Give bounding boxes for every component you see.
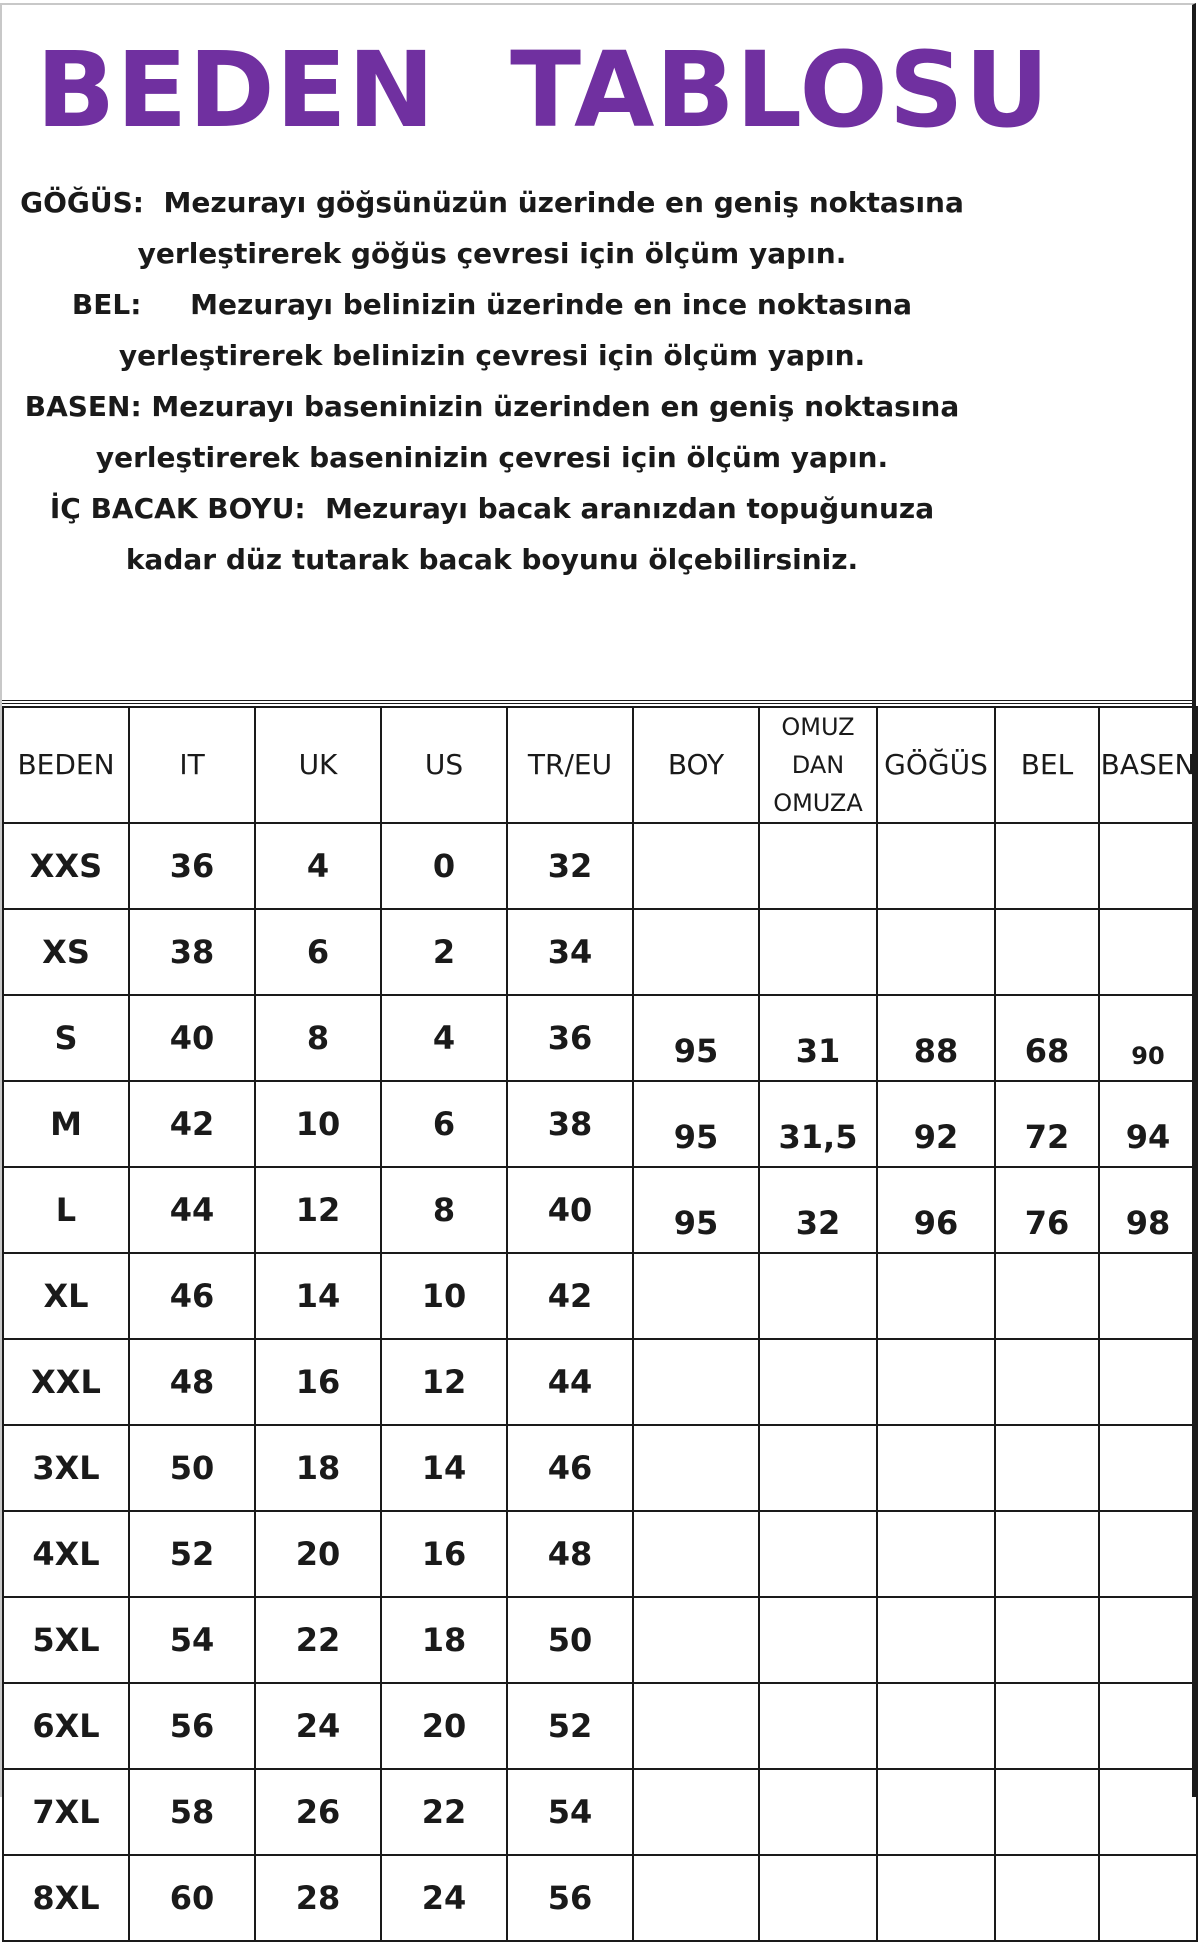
cell-tr-eu: 56 (507, 1855, 633, 1941)
cell-us: 18 (381, 1597, 507, 1683)
cell-omuz-dan-omuza (759, 1511, 877, 1597)
cell-omuz-dan-omuza: 31 (759, 995, 877, 1081)
cell-gogus (877, 823, 995, 909)
header-beden: BEDEN (3, 707, 129, 823)
cell-basen (1099, 1253, 1197, 1339)
cell-us: 14 (381, 1425, 507, 1511)
cell-basen (1099, 1339, 1197, 1425)
instruction-line: yerleştirerek göğüs çevresi için ölçüm yapın. (137, 237, 847, 270)
cell-beden: 5XL (3, 1597, 129, 1683)
cell-bel: 68 (995, 995, 1099, 1081)
header-gogus: GÖĞÜS (877, 707, 995, 823)
cell-us: 16 (381, 1511, 507, 1597)
cell-boy (633, 1769, 759, 1855)
cell-omuz-dan-omuza (759, 1425, 877, 1511)
header-tr-eu: TR/EU (507, 707, 633, 823)
cell-boy: 95 (633, 1081, 759, 1167)
table-row (3, 1253, 1197, 1339)
table-row (3, 1683, 1197, 1769)
cell-boy (633, 1339, 759, 1425)
cell-boy (633, 823, 759, 909)
cell-boy (633, 1597, 759, 1683)
cell-tr-eu: 52 (507, 1683, 633, 1769)
cell-it: 44 (129, 1167, 255, 1253)
cell-it: 46 (129, 1253, 255, 1339)
cell-tr-eu: 42 (507, 1253, 633, 1339)
cell-uk: 16 (255, 1339, 381, 1425)
cell-it: 54 (129, 1597, 255, 1683)
instruction-line: İÇ BACAK BOYU: Mezurayı bacak aranızdan topuğunuza (49, 492, 935, 525)
cell-us: 24 (381, 1855, 507, 1941)
cell-uk: 28 (255, 1855, 381, 1941)
cell-gogus: 92 (877, 1081, 995, 1167)
cell-boy (633, 1511, 759, 1597)
table-row (3, 1511, 1197, 1597)
cell-us: 4 (381, 995, 507, 1081)
table-row (3, 823, 1197, 909)
cell-bel (995, 909, 1099, 995)
cell-basen (1099, 1683, 1197, 1769)
cell-basen (1099, 1597, 1197, 1683)
table-row (3, 1855, 1197, 1941)
cell-gogus (877, 1597, 995, 1683)
cell-basen (1099, 1511, 1197, 1597)
cell-omuz-dan-omuza: 32 (759, 1167, 877, 1253)
cell-uk: 22 (255, 1597, 381, 1683)
cell-omuz-dan-omuza (759, 1597, 877, 1683)
cell-uk: 14 (255, 1253, 381, 1339)
cell-boy (633, 1253, 759, 1339)
cell-omuz-dan-omuza (759, 1855, 877, 1941)
header-us: US (381, 707, 507, 823)
cell-uk: 24 (255, 1683, 381, 1769)
cell-beden: 8XL (3, 1855, 129, 1941)
size-table-container (2, 700, 1196, 1942)
cell-uk: 8 (255, 995, 381, 1081)
cell-bel (995, 1425, 1099, 1511)
cell-tr-eu: 48 (507, 1511, 633, 1597)
header-basen: BASEN (1099, 707, 1197, 823)
page-title: BEDEN TABLOSU (36, 29, 1051, 151)
size-chart-sheet (0, 3, 1196, 1917)
cell-tr-eu: 50 (507, 1597, 633, 1683)
cell-uk: 12 (255, 1167, 381, 1253)
cell-tr-eu: 54 (507, 1769, 633, 1855)
cell-uk: 6 (255, 909, 381, 995)
cell-us: 6 (381, 1081, 507, 1167)
instruction-line: BEL: Mezurayı belinizin üzerinde en ince noktasına (71, 288, 913, 321)
cell-bel (995, 823, 1099, 909)
cell-gogus (877, 1425, 995, 1511)
cell-omuz-dan-omuza (759, 1683, 877, 1769)
size-table (2, 706, 1198, 1942)
measurement-instructions (2, 177, 982, 585)
cell-omuz-dan-omuza (759, 909, 877, 995)
cell-gogus (877, 1683, 995, 1769)
cell-it: 58 (129, 1769, 255, 1855)
cell-beden: 4XL (3, 1511, 129, 1597)
cell-tr-eu: 32 (507, 823, 633, 909)
cell-beden: XXS (3, 823, 129, 909)
table-row (3, 1769, 1197, 1855)
table-row (3, 1167, 1197, 1253)
cell-tr-eu: 46 (507, 1425, 633, 1511)
cell-basen (1099, 1769, 1197, 1855)
instruction-line: yerleştirerek baseninizin çevresi için ölçüm yapın. (95, 441, 889, 474)
cell-boy: 95 (633, 995, 759, 1081)
table-body (3, 823, 1197, 1941)
cell-tr-eu: 44 (507, 1339, 633, 1425)
cell-bel (995, 1253, 1099, 1339)
instruction-line: kadar düz tutarak bacak boyunu ölçebilirsiniz. (125, 543, 859, 576)
cell-beden: XL (3, 1253, 129, 1339)
cell-bel (995, 1683, 1099, 1769)
cell-omuz-dan-omuza (759, 1769, 877, 1855)
instruction-line: BASEN: Mezurayı baseninizin üzerinden en geniş noktasına (24, 390, 960, 423)
cell-it: 50 (129, 1425, 255, 1511)
cell-us: 22 (381, 1769, 507, 1855)
table-row (3, 1081, 1197, 1167)
cell-boy: 95 (633, 1167, 759, 1253)
header-uk: UK (255, 707, 381, 823)
cell-it: 36 (129, 823, 255, 909)
cell-beden: 7XL (3, 1769, 129, 1855)
cell-it: 40 (129, 995, 255, 1081)
cell-uk: 20 (255, 1511, 381, 1597)
cell-tr-eu: 38 (507, 1081, 633, 1167)
cell-omuz-dan-omuza: 31,5 (759, 1081, 877, 1167)
cell-gogus (877, 1253, 995, 1339)
cell-boy (633, 909, 759, 995)
table-row (3, 995, 1197, 1081)
cell-bel (995, 1597, 1099, 1683)
cell-it: 52 (129, 1511, 255, 1597)
cell-us: 20 (381, 1683, 507, 1769)
cell-uk: 26 (255, 1769, 381, 1855)
cell-it: 60 (129, 1855, 255, 1941)
cell-basen (1099, 1425, 1197, 1511)
cell-beden: 6XL (3, 1683, 129, 1769)
cell-us: 2 (381, 909, 507, 995)
table-row (3, 1425, 1197, 1511)
cell-uk: 4 (255, 823, 381, 909)
header-bel: BEL (995, 707, 1099, 823)
cell-bel (995, 1855, 1099, 1941)
cell-gogus: 96 (877, 1167, 995, 1253)
cell-beden: XS (3, 909, 129, 995)
cell-basen: 94 (1099, 1081, 1197, 1167)
cell-us: 10 (381, 1253, 507, 1339)
cell-gogus (877, 1339, 995, 1425)
cell-basen (1099, 909, 1197, 995)
cell-uk: 10 (255, 1081, 381, 1167)
cell-gogus (877, 909, 995, 995)
cell-gogus (877, 1511, 995, 1597)
cell-it: 42 (129, 1081, 255, 1167)
cell-basen (1099, 1855, 1197, 1941)
cell-beden: XXL (3, 1339, 129, 1425)
cell-omuz-dan-omuza (759, 1339, 877, 1425)
header-it: IT (129, 707, 255, 823)
cell-basen (1099, 823, 1197, 909)
cell-us: 8 (381, 1167, 507, 1253)
table-row (3, 909, 1197, 995)
cell-tr-eu: 40 (507, 1167, 633, 1253)
cell-us: 0 (381, 823, 507, 909)
instruction-line: GÖĞÜS: Mezurayı göğsünüzün üzerinde en geniş noktasına (20, 186, 964, 219)
cell-boy (633, 1683, 759, 1769)
cell-beden: L (3, 1167, 129, 1253)
cell-omuz-dan-omuza (759, 1253, 877, 1339)
cell-gogus (877, 1769, 995, 1855)
cell-bel (995, 1769, 1099, 1855)
table-row (3, 1597, 1197, 1683)
header-omuz-dan-omuza: OMUZ DAN OMUZA (759, 707, 877, 823)
cell-us: 12 (381, 1339, 507, 1425)
cell-it: 56 (129, 1683, 255, 1769)
cell-gogus (877, 1855, 995, 1941)
header-boy: BOY (633, 707, 759, 823)
cell-bel (995, 1339, 1099, 1425)
cell-tr-eu: 36 (507, 995, 633, 1081)
cell-boy (633, 1425, 759, 1511)
cell-it: 48 (129, 1339, 255, 1425)
cell-basen: 98 (1099, 1167, 1197, 1253)
cell-basen: 90 (1099, 995, 1197, 1081)
instruction-line: yerleştirerek belinizin çevresi için ölçüm yapın. (118, 339, 866, 372)
cell-gogus: 88 (877, 995, 995, 1081)
cell-bel: 72 (995, 1081, 1099, 1167)
cell-omuz-dan-omuza (759, 823, 877, 909)
cell-bel: 76 (995, 1167, 1099, 1253)
cell-beden: M (3, 1081, 129, 1167)
cell-uk: 18 (255, 1425, 381, 1511)
table-header-row (3, 707, 1197, 823)
table-row (3, 1339, 1197, 1425)
cell-boy (633, 1855, 759, 1941)
cell-tr-eu: 34 (507, 909, 633, 995)
cell-beden: S (3, 995, 129, 1081)
cell-beden: 3XL (3, 1425, 129, 1511)
cell-bel (995, 1511, 1099, 1597)
cell-it: 38 (129, 909, 255, 995)
